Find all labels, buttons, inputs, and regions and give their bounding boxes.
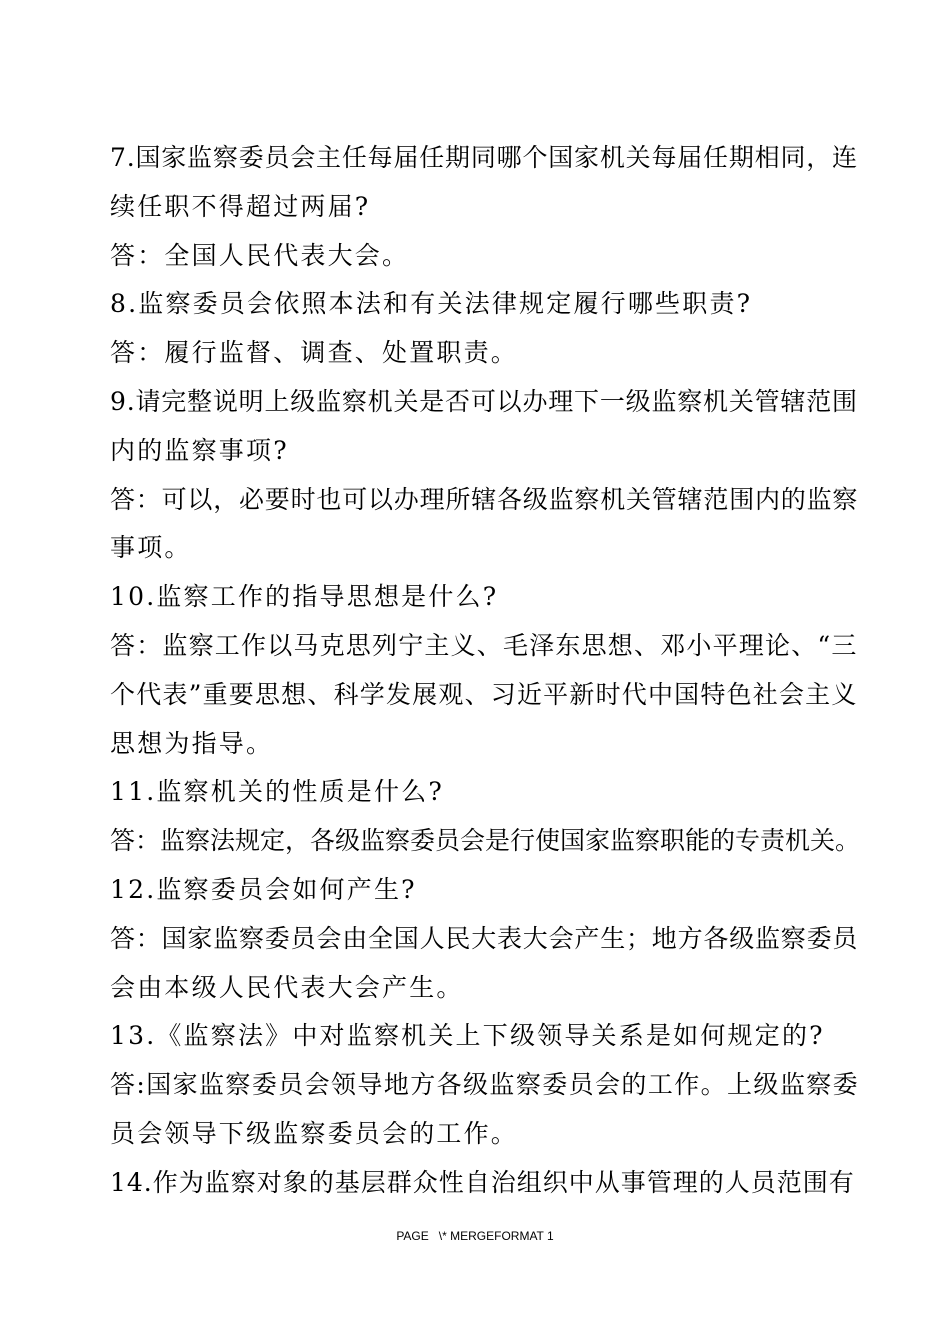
question-14-line-1: 14.作为监察对象的基层群众性自治组织中从事管理的人员范围有: [110, 1167, 855, 1197]
answer-12-line-1: 答：国家监察委员会由全国人民大表大会产生；地方各级监察委员: [110, 923, 859, 953]
question-9-line-1: 9.请完整说明上级监察机关是否可以办理下一级监察机关管辖范围: [110, 386, 858, 416]
answer-13-line-2: 员会领导下级监察委员会的工作。: [110, 1118, 519, 1148]
question-7-line-1: 7.国家监察委员会主任每届任期同哪个国家机关每届任期相同，连: [110, 143, 858, 172]
question-7-line-2: 续任职不得超过两届?: [110, 191, 371, 221]
answer-9-line-1: 答：可以，必要时也可以办理所辖各级监察机关管辖范围内的监察: [110, 484, 859, 514]
page-footer: PAGE \* MERGEFORMAT 1: [396, 1229, 554, 1243]
answer-11: 答：监察法规定，各级监察委员会是行使国家监察职能的专责机关。: [110, 826, 861, 856]
answer-7: 答：全国人民代表大会。: [110, 240, 410, 270]
answer-9-line-2: 事项。: [110, 533, 192, 563]
question-8: 8.监察委员会依照本法和有关法律规定履行哪些职责?: [110, 289, 753, 319]
document-body: [110, 134, 861, 1208]
question-9-line-2: 内的监察事项?: [110, 435, 289, 465]
answer-10-line-2: 个代表”重要思想、科学发展观、习近平新时代中国特色社会主义: [110, 679, 858, 709]
answer-10-line-3: 思想为指导。: [110, 728, 274, 758]
question-11: 11.监察机关的性质是什么?: [110, 777, 444, 807]
answer-10-line-1: 答：监察工作以马克思列宁主义、毛泽东思想、邓小平理论、“三: [110, 630, 858, 660]
question-13: 13.《监察法》中对监察机关上下级领导关系是如何规定的?: [110, 1021, 825, 1051]
answer-12-line-2: 会由本级人民代表大会产生。: [110, 972, 464, 1002]
question-10: 10.监察工作的指导思想是什么?: [110, 582, 499, 612]
answer-8: 答：履行监督、调查、处置职责。: [110, 338, 519, 368]
question-12: 12.监察委员会如何产生?: [110, 874, 417, 904]
answer-13-line-1: 答:国家监察委员会领导地方各级监察委员会的工作。上级监察委: [110, 1070, 860, 1100]
